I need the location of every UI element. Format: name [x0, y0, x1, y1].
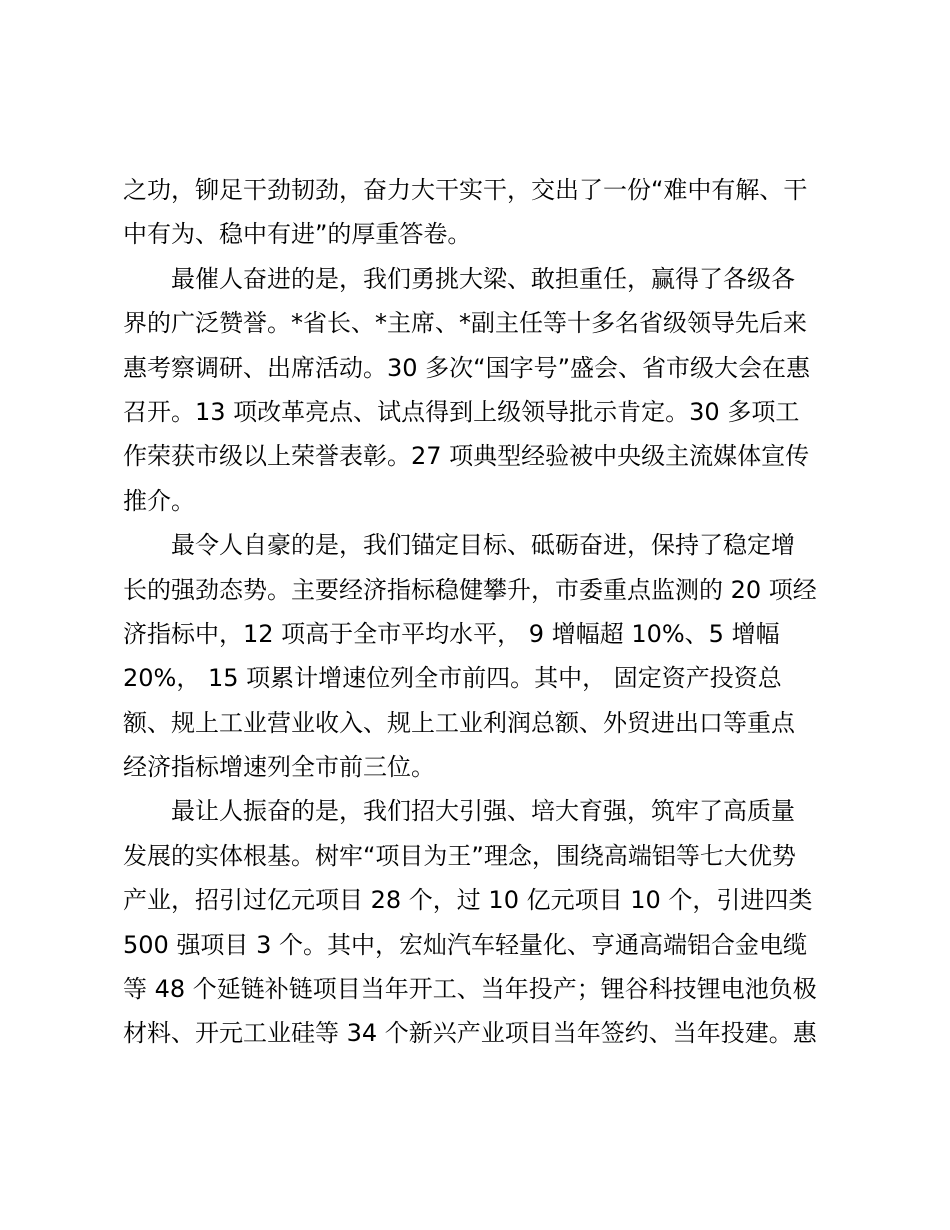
- paragraph-first-line: 最令人自豪的是，我们锚定目标、砥砺奋进，保持了稳定增: [171, 531, 795, 560]
- text-line: 推介。: [123, 486, 195, 515]
- text-line: 济指标中，12 项高于全市平均水平， 9 增幅超 10%、5 增幅: [123, 619, 780, 648]
- text-line: 作荣获市级以上荣誉表彰。27 项典型经验被中央级主流媒体宣传: [123, 442, 810, 471]
- text-line: 界的广泛赞誉。*省长、*主席、*副主任等十多名省级领导先后来: [123, 309, 807, 338]
- text-line: 中有为、稳中有进”的厚重答卷。: [123, 220, 472, 249]
- text-line: 长的强劲态势。主要经济指标稳健攀升，市委重点监测的 20 项经: [123, 575, 817, 604]
- text-line: 经济指标增速列全市前三位。: [123, 753, 435, 782]
- text-line: 500 强项目 3 个。其中，宏灿汽车轻量化、亨通高端铝合金电缆: [123, 930, 807, 959]
- paragraph-first-line: 最催人奋进的是，我们勇挑大梁、敢担重任，赢得了各级各: [171, 264, 795, 293]
- text-line: 材料、开元工业硅等 34 个新兴产业项目当年签约、当年投建。惠: [123, 1019, 817, 1048]
- text-line: 召开。13 项改革亮点、试点得到上级领导批示肯定。30 多项工: [123, 397, 800, 426]
- text-line: 20%， 15 项累计增速位列全市前四。其中， 固定资产投资总: [123, 664, 782, 693]
- text-line: 额、规上工业营业收入、规上工业利润总额、外贸进出口等重点: [123, 708, 795, 737]
- paragraph-first-line: 最让人振奋的是，我们招大引强、培大育强，筑牢了高质量: [171, 797, 795, 826]
- text-line: 之功，铆足干劲韧劲，奋力大干实干，交出了一份“难中有解、干: [123, 176, 808, 204]
- text-line: 发展的实体根基。树牢“项目为王”理念，围绕高端铝等七大优势: [123, 841, 796, 870]
- text-line: 产业，招引过亿元项目 28 个，过 10 亿元项目 10 个，引进四类: [123, 886, 813, 915]
- text-line: 等 48 个延链补链项目当年开工、当年投产；锂谷科技锂电池负极: [123, 975, 817, 1004]
- text-line: 惠考察调研、出席活动。30 多次“国字号”盛会、省市级大会在惠: [123, 353, 811, 382]
- document-body: [123, 168, 843, 1056]
